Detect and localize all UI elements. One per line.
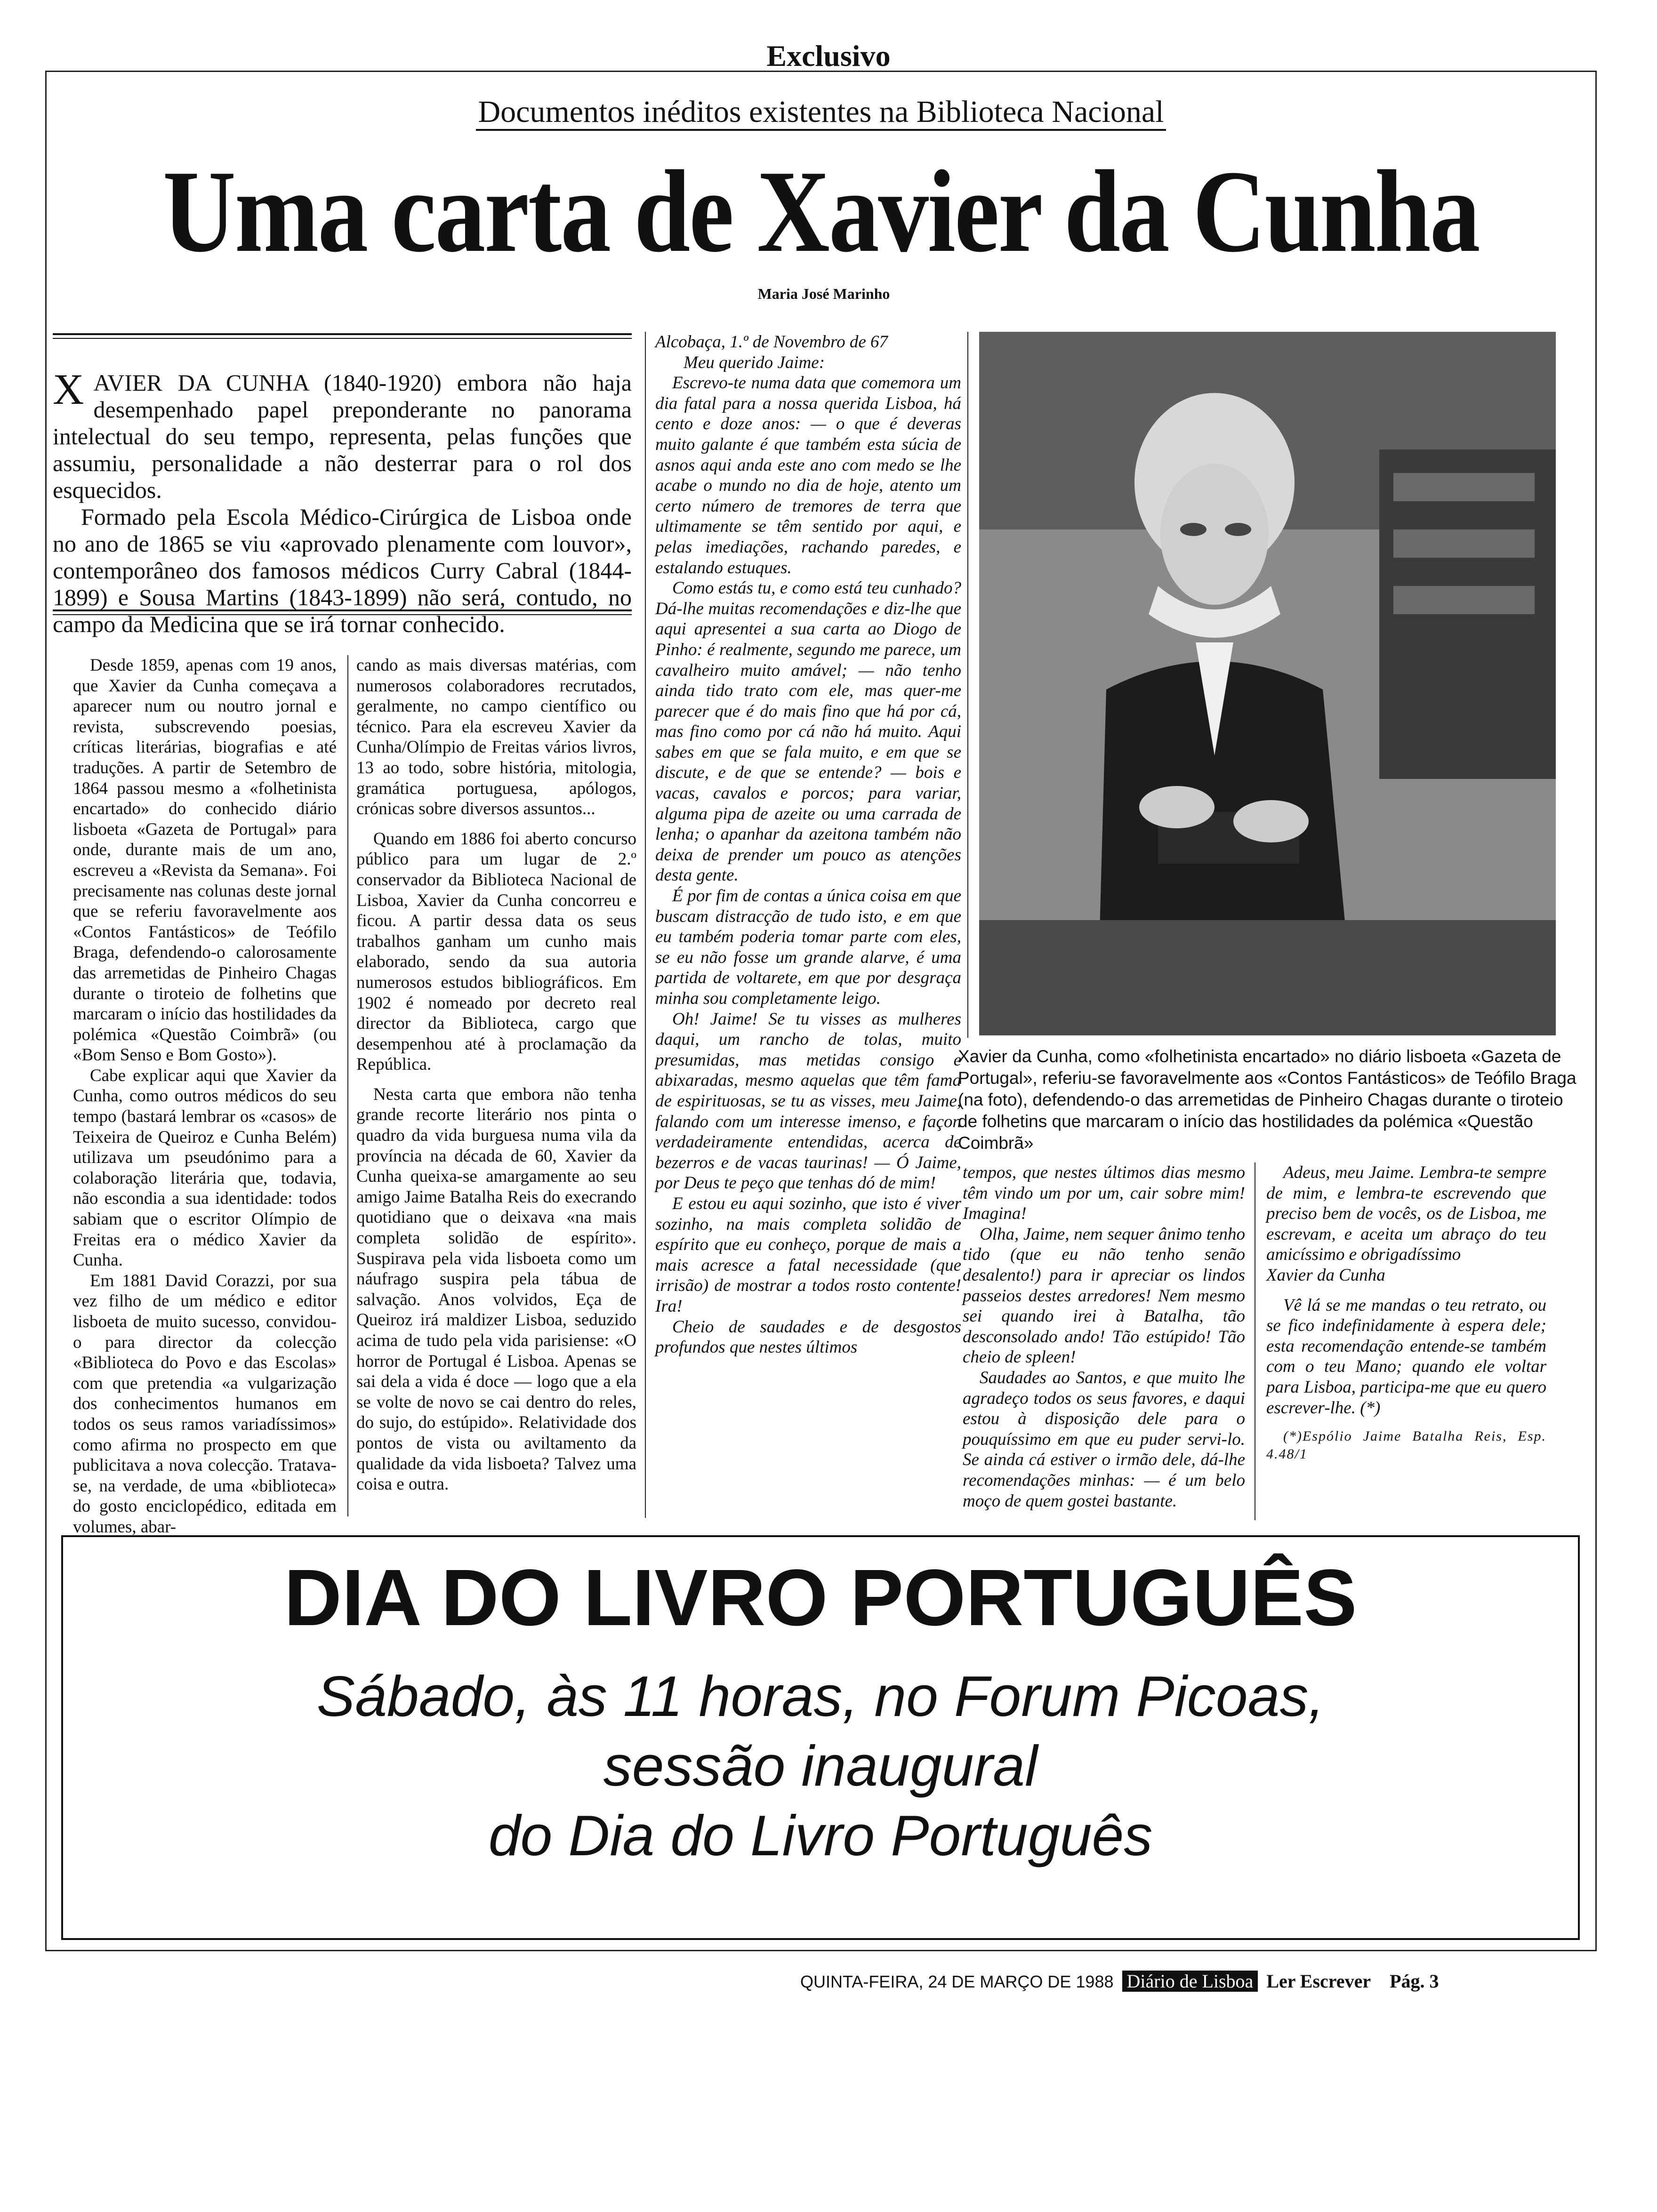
- letter-column-5: [1266, 1162, 1546, 1463]
- lead-p2: Formado pela Escola Médico-Cirúrgica de Lisboa onde no ano de 1865 se viu «aprovado plenamente com louvor», contemporâneo dos famosos médicos Curry Cabral (1844-1899) e Sousa Martins (1843-1899) não será, contudo, no campo da Medicina que se irá tornar conhecido.: [53, 504, 632, 637]
- newspaper-logo: Diário de Lisboa: [1122, 1971, 1258, 1992]
- column-2: [356, 655, 636, 1495]
- letter-salutation: Meu querido Jaime:: [684, 353, 825, 372]
- column-1: [73, 655, 337, 1538]
- drop-cap: X: [53, 365, 84, 413]
- letter-signature: Xavier da Cunha: [1266, 1265, 1385, 1285]
- letter-p6: Cheio de saudades e de desgostos profundos que nestes últimos: [655, 1317, 961, 1357]
- page-number: Pág. 3: [1390, 1971, 1439, 1992]
- letter-dateline: Alcobaça, 1.º de Novembro de 67: [655, 332, 888, 352]
- letter-p1: Escrevo-te numa data que comemora um dia fatal para a nossa querida Lisboa, há cento e doze anos: — o que é deveras muito galante é que também esta súcia de asnos aqui anda este ano com medo se lhe acabe o mundo no dia de hoje, atento um certo número de tremores de terra que ultimamente se têm sentido por aqui, e pelas imediações, rachando paredes, e estalando estuques.: [655, 373, 961, 577]
- letter-col4-p2: Olha, Jaime, nem sequer ânimo tenho tido (que eu não tenho senão desalento!) para ir apreciar os lindos passeios destes arredores! Nem mesmo sei quando irei à Batalha, tão desconsolado ando! Tão estúpido! Tão cheio de spleen!: [963, 1224, 1245, 1367]
- rule-top: [53, 333, 632, 339]
- letter-col4-p1: tempos, que nestes últimos dias mesmo têm vindo um por um, cair sobre mim! Imagina!: [963, 1163, 1245, 1224]
- col2-p1: cando as mais diversas matérias, com numerosos colaboradores recrutados, geralmente, no campo científico ou técnico. Para ela escreveu Xavier da Cunha/Olímpio de Freitas vários livros, 13 ao todo, sobre história, mitologia, gramática portuguesa, apólogos, crónicas sobre diversos assuntos...: [356, 656, 636, 819]
- section-name: Ler Escrever: [1266, 1971, 1371, 1992]
- photo-caption: Xavier da Cunha, como «folhetinista encartado» no diário lisboeta «Gazeta de Portugal», referiu-se favoravelmente aos «Contos Fantásticos» de Teófilo Braga (na foto), defendendo-o das arremetidas de Pinheiro Chagas durante o tiroteio de folhetins que marcaram o início das hostilidades da polémica «Questão Coimbrã»: [958, 1047, 1577, 1153]
- letter-column: [655, 332, 961, 1358]
- letter-source-note: (*)Espólio Jaime Batalha Reis, Esp. 4.48/1: [1266, 1428, 1546, 1462]
- column-divider: [645, 332, 646, 1518]
- ad-title: DIA DO LIVRO PORTUGUÊS: [284, 1553, 1357, 1643]
- column-divider: [347, 655, 348, 1516]
- letter-p3: É por fim de contas a única coisa em que buscam distracção de tudo isto, e em que eu também poderia tomar parte com eles, se eu não fosse um grande alarve, é uma partida de voltarete, em que por desgraça minha sou completamente leigo.: [655, 886, 961, 1008]
- ad-line-2: sessão inaugural: [603, 1734, 1038, 1798]
- lead-p1: AVIER DA CUNHA (1840-1920) embora não haja desempenhado papel preponderante no panorama intelectual do seu tempo, representa, pelas funções que assumiu, personalidade a não desterrar para o rol dos esquecidos.: [53, 369, 632, 503]
- letter-p2: Como estás tu, e como está teu cunhado? Dá-lhe muitas recomendações e diz-lhe que aqui apresentei a sua carta ao Diogo de Pinho: é realmente, segundo me parece, um cavalheiro muito amável; — não tenho ainda tido trato com ele, mas quer-me parecer que é do mais fino que há por cá, mas fino como por cá não há muito. Aqui sabes em que se fala muito, e em que se discute, e de que se entende? — bois e vacas, cavalos e porcos; para variar, alguma pipa de azeite ou uma carrada de lenha; o apanhar da azeitona também não deixa de prender um pouco as atenções desta gente.: [655, 578, 961, 885]
- letter-col5-p1: Adeus, meu Jaime. Lembra-te sempre de mim, e lembra-te escrevendo que preciso bem de vocês, os de Lisboa, me escrevam, e aceita um abraço do teu amicíssimo e obrigadíssimo: [1266, 1163, 1546, 1265]
- kicker: Exclusivo: [766, 39, 891, 72]
- col1-p2: Cabe explicar aqui que Xavier da Cunha, como outros médicos do seu tempo (bastará lembrar os «casos» de Teixeira de Queiroz e Cunha Belém) utilizava um pseudónimo para a colaboração literária que, todavia, não escondia a sua identidade: todos sabiam que o escritor Olímpio de Freitas era o médico Xavier da Cunha.: [73, 1066, 337, 1270]
- letter-ps: Vê lá se me mandas o teu retrato, ou se fico indefinidamente à espera dele; esta recomendação entende-se também com o teu Mano; quando ele voltar para Lisboa, participa-me que eu quero escrever-lhe. (*): [1266, 1295, 1546, 1418]
- col2-p3: Nesta carta que embora não tenha grande recorte literário nos pinta o quadro da vida burguesa numa vila da província na década de 60, Xavier da Cunha queixa-se amargamente ao seu amigo Jaime Batalha Reis do execrando quotidiano que o deixava «na mais completa solidão de espírito». Suspirava pela vida lisboeta como um náufrago suspira pela tábua de salvação. Anos volvidos, Eça de Queiroz irá maldizer Lisboa, seduzido acima de tudo pela vida parisiense: «O horror de Portugal é Lisboa. Apenas se sai dela a vida é doce — logo que a ela se volte de novo se cai dentro do reles, do sujo, do estúpido». Relatividade dos pontos de vista ou aviltamento da qualidade da vida lisboeta? Talvez uma coisa e outra.: [356, 1084, 636, 1494]
- ad-body: [61, 1661, 1580, 1870]
- col1-p1: Desde 1859, apenas com 19 anos, que Xavier da Cunha começava a aparecer num ou noutro jornal e revista, subscrevendo poesias, críticas literárias, biografias e até traduções. A partir de Setembro de 1864 passou mesmo a «folhetinista encartado» do conhecido diário lisboeta «Gazeta de Portugal» para onde, durante mais de um ano, escreveu a «Revista da Semana». Foi precisamente nas colunas deste jornal que se referiu favoravelmente aos «Contos Fantásticos» de Teófilo Braga, defendendo-o calorosamente das arremetidas de Pinheiro Chagas durante o tiroteio de folhetins que marcaram o início das hostilidades da polémica «Questão Coimbrã» (ou «Bom Senso e Bom Gosto»).: [73, 656, 337, 1065]
- ad-line-3: do Dia do Livro Português: [488, 1803, 1153, 1867]
- letter-col4-p3: Saudades ao Santos, e que muito lhe agradeço todos os seus favores, e daqui estou à disposição dele para o pouquíssimo em que eu puder servi-lo. Se ainda cá estiver o irmão dele, dá-lhe recomendações minhas: — é um belo moço de quem gostei bastante.: [963, 1368, 1245, 1511]
- letter-p4: Oh! Jaime! Se tu visses as mulheres daqui, um rancho de tolas, muito presumidas, mas metidas consigo e abixaradas, mesmo aquelas que têm fama de espirituosas, se tu as visses, meu Jaime, falando com um interesse imenso, e façon verdadeiramente entendidas, acerca de bezerros e de vacas taurinas! — Ó Jaime, por Deus te peço que tenhas dó de mim!: [655, 1009, 961, 1193]
- column-divider: [967, 332, 968, 1038]
- lead: [53, 365, 632, 638]
- byline: Maria José Marinho: [757, 285, 890, 302]
- rule-bottom: [53, 609, 632, 615]
- headline: Uma carta de Xavier da Cunha: [162, 146, 1480, 277]
- subtitle: [45, 94, 1597, 130]
- portrait-photo: [979, 332, 1556, 1035]
- col1-p3: Em 1881 David Corazzi, por sua vez filho de um médico e editor lisboeta de muito sucesso, convidou-o para director da colecção «Biblioteca do Povo e das Escolas» com que pretendia «a vulgarização dos conhecimentos humanos em todos os seus ramos variadíssimos» como afirma no prospecto em que publicitava a nova colecção. Tratava-se, na verdade, de uma «biblioteca» do gosto enciclopédico, editada em volumes, abar-: [73, 1271, 337, 1537]
- col2-p2: Quando em 1886 foi aberto concurso público para um lugar de 2.º conservador da Biblioteca Nacional de Lisboa, Xavier da Cunha concorreu e ficou. A partir dessa data os seus trabalhos ganham um cunho mais elaborado, sendo da sua autoria numerosos estudos bibliográficos. Em 1902 é nomeado por decreto real director da Biblioteca, cargo que desempenhou até à proclamação da República.: [356, 829, 636, 1074]
- footer-date: QUINTA-FEIRA, 24 DE MARÇO DE 1988: [800, 1972, 1114, 1991]
- letter-column-4: [963, 1162, 1245, 1511]
- subtitle-text: Documentos inéditos existentes na Biblioteca Nacional: [476, 95, 1166, 131]
- letter-p5: E estou eu aqui sozinho, que isto é viver sozinho, na mais completa solidão de espírito que eu conheço, porque de mais a mais acresce a fatal necessidade (que irrisão) de mostrar a todos rosto contente! Ira!: [655, 1194, 961, 1316]
- portrait-illustration: [979, 332, 1556, 1035]
- footer: [800, 1967, 1558, 1996]
- ad-line-1: Sábado, às 11 horas, no Forum Picoas,: [316, 1664, 1325, 1728]
